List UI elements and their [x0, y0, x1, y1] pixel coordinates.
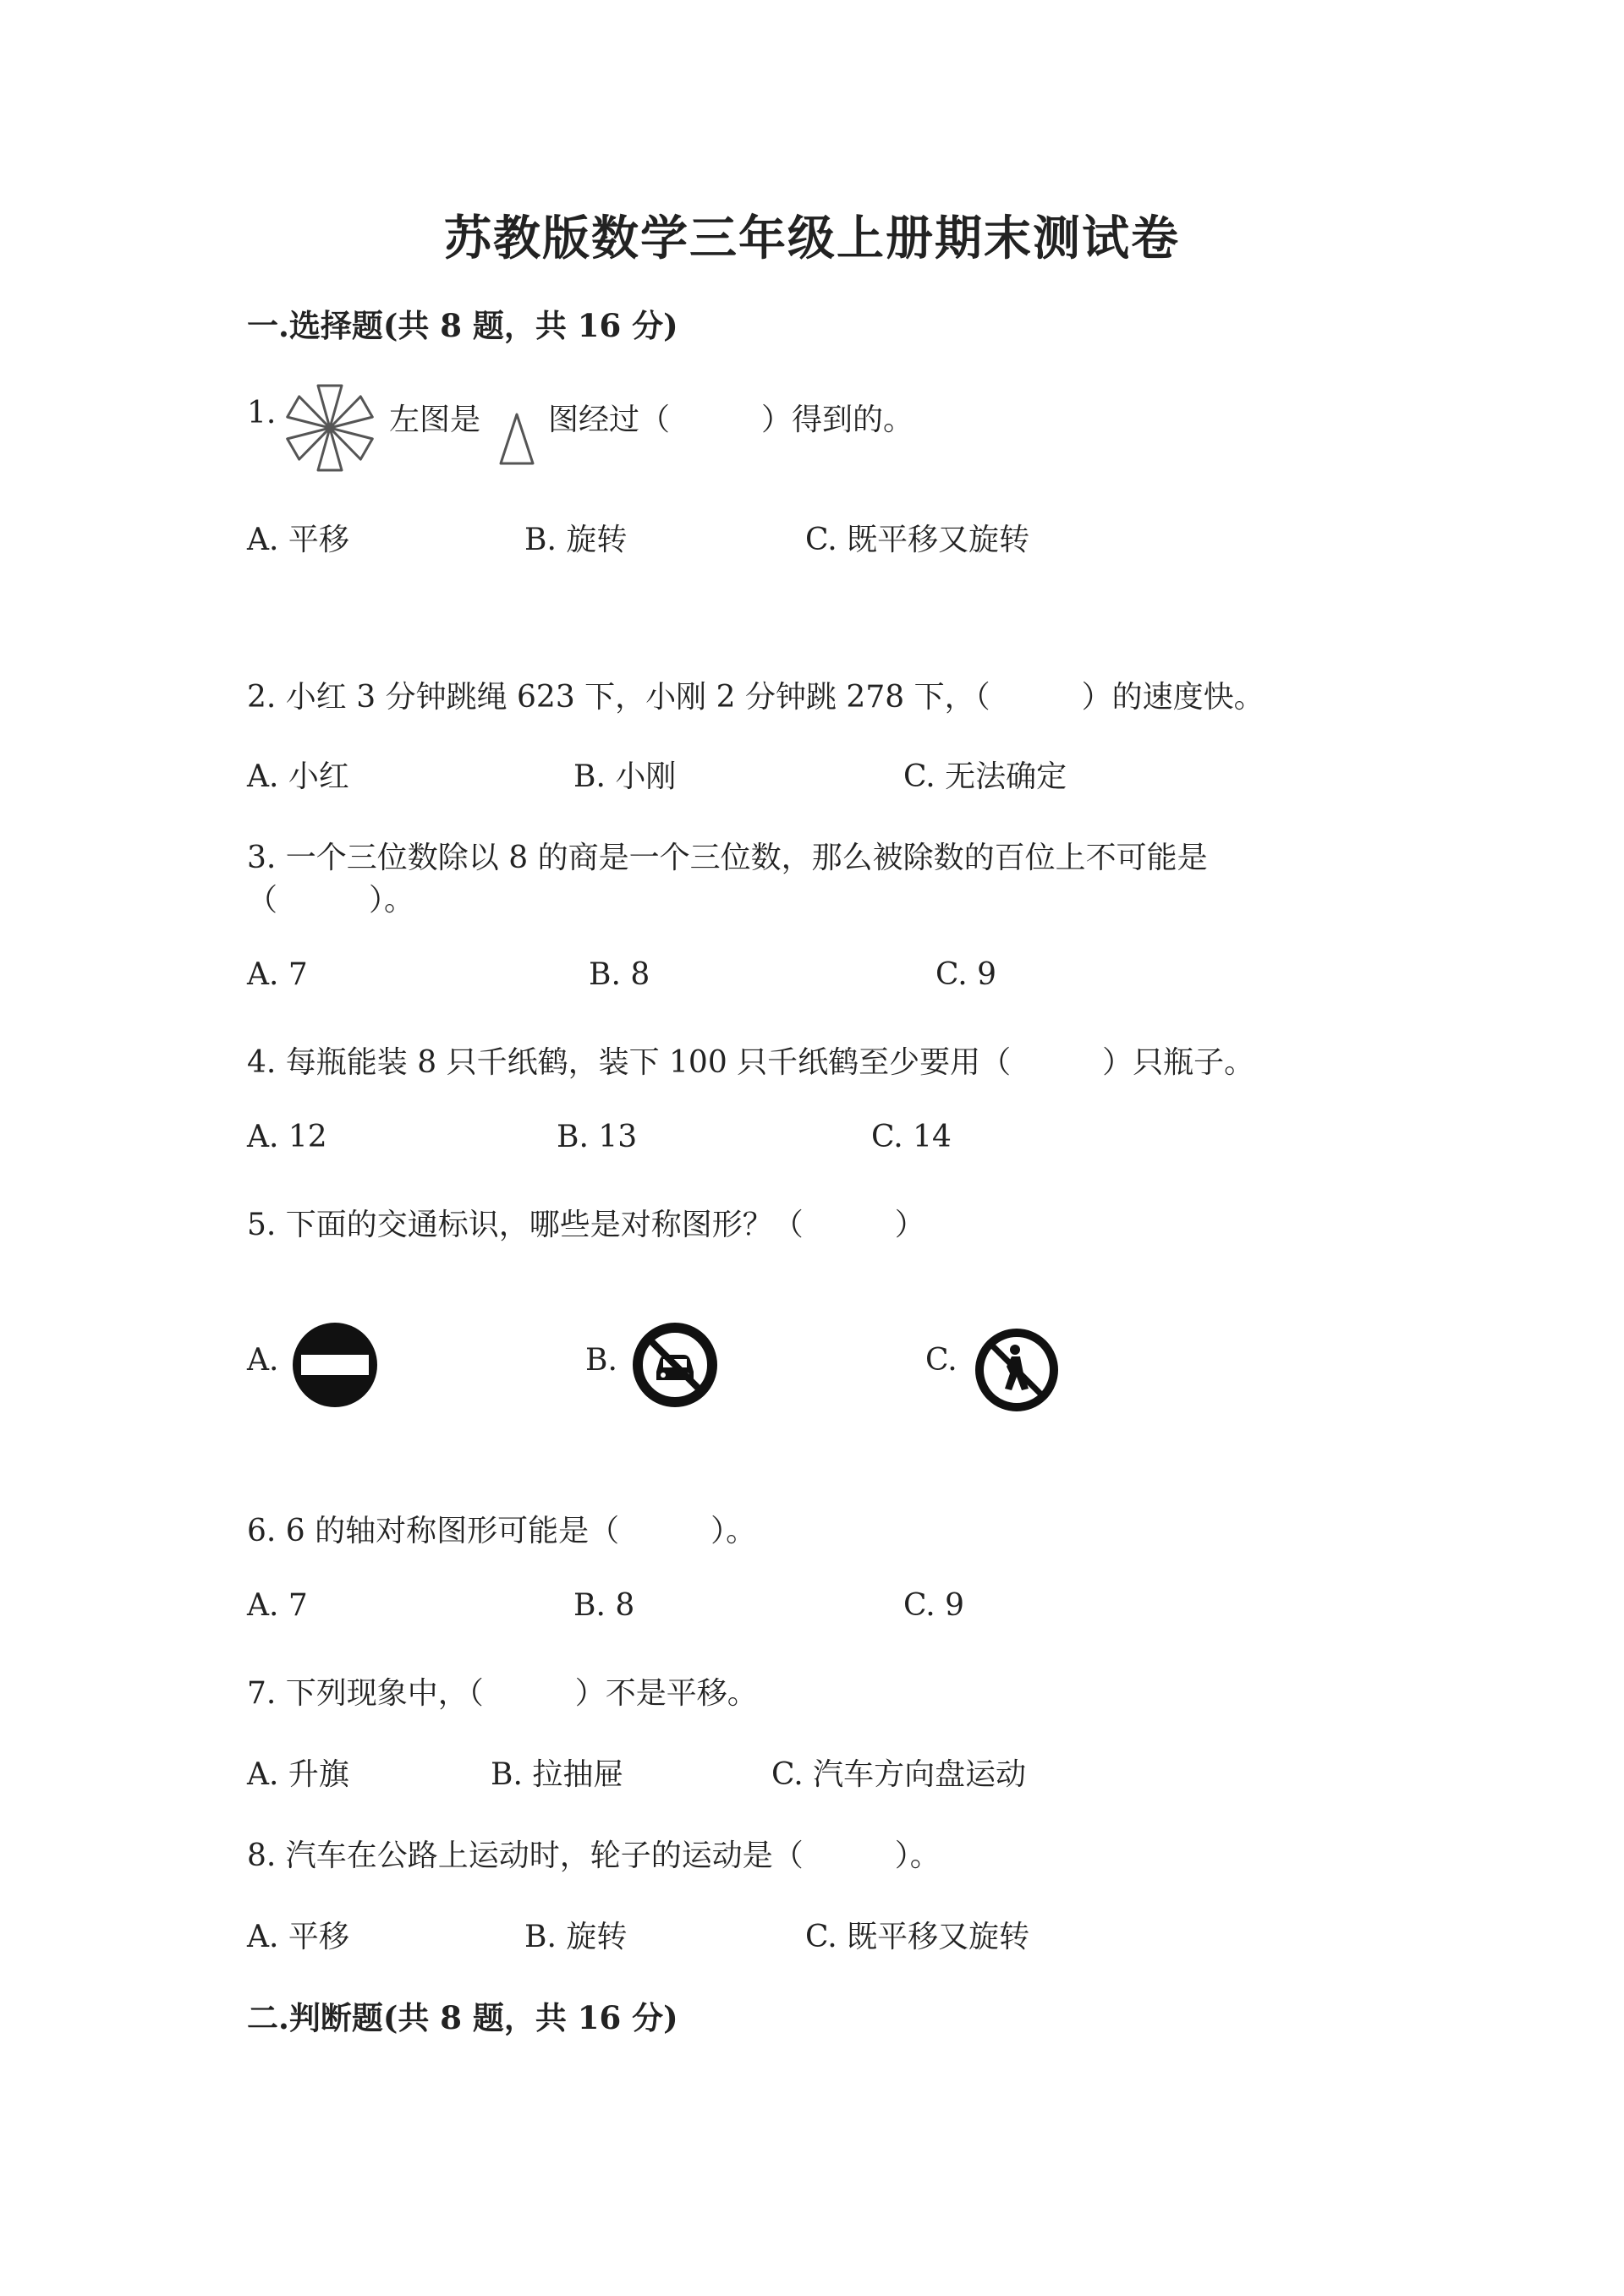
question-4-option-c[interactable]: C. 14	[871, 1120, 952, 1154]
no-entry-sign-icon	[291, 1321, 379, 1409]
triangle-figure-icon	[497, 411, 536, 467]
question-1-option-c[interactable]: C. 既平移又旋转	[805, 523, 1030, 557]
question-1-text-a: 左图是	[389, 403, 481, 437]
question-1-number: 1.	[247, 396, 277, 430]
section-heading-choice: 一.选择题(共 8 题，共 16 分)	[247, 307, 678, 344]
question-2-option-c[interactable]: C. 无法确定	[903, 759, 1067, 794]
question-2-text: 2. 小红 3 分钟跳绳 623 下，小刚 2 分钟跳 278 下，（ ）的速度快。	[247, 680, 1265, 715]
question-4-text: 4. 每瓶能装 8 只千纸鹤，装下 100 只千纸鹤至少要用（ ）只瓶子。	[247, 1045, 1255, 1080]
question-5-option-a[interactable]: A.	[247, 1343, 279, 1378]
question-3-option-b[interactable]: B. 8	[589, 957, 650, 992]
page-title: 苏教版数学三年级上册期末测试卷	[444, 211, 1180, 266]
question-3-option-c[interactable]: C. 9	[935, 957, 997, 992]
question-3-text-line2: （ ）。	[247, 883, 415, 918]
question-4-option-b[interactable]: B. 13	[557, 1120, 638, 1154]
question-5-text: 5. 下面的交通标识，哪些是对称图形？（ ）	[247, 1208, 925, 1242]
question-5-option-b[interactable]: B.	[585, 1343, 617, 1378]
question-6-text: 6. 6 的轴对称图形可能是（ ）。	[247, 1514, 757, 1548]
question-6-option-a[interactable]: A. 7	[247, 1588, 308, 1623]
section-heading-judgment: 二.判断题(共 8 题，共 16 分)	[247, 1999, 678, 2036]
question-6-option-c[interactable]: C. 9	[903, 1588, 965, 1623]
question-1-option-b[interactable]: B. 旋转	[524, 523, 628, 557]
question-1-option-a[interactable]: A. 平移	[247, 523, 349, 557]
question-7-option-a[interactable]: A. 升旗	[247, 1757, 349, 1792]
question-3-text-line1: 3. 一个三位数除以 8 的商是一个三位数，那么被除数的百位上不可能是	[247, 841, 1208, 875]
question-5-option-c[interactable]: C.	[925, 1343, 957, 1378]
question-6-option-b[interactable]: B. 8	[573, 1588, 635, 1623]
question-7-option-c[interactable]: C. 汽车方向盘运动	[771, 1757, 1027, 1792]
question-2-option-a[interactable]: A. 小红	[247, 759, 349, 794]
question-8-option-a[interactable]: A. 平移	[247, 1920, 349, 1954]
question-1-text-b: 图经过（ ）得到的。	[548, 403, 914, 437]
question-7-option-b[interactable]: B. 拉抽屉	[491, 1757, 624, 1792]
question-4-option-a[interactable]: A. 12	[247, 1120, 327, 1154]
no-car-sign-icon	[631, 1321, 719, 1409]
question-2-option-b[interactable]: B. 小刚	[573, 759, 677, 794]
question-3-option-a[interactable]: A. 7	[247, 957, 308, 992]
question-8-text: 8. 汽车在公路上运动时，轮子的运动是（ ）。	[247, 1838, 941, 1873]
pinwheel-figure-icon	[286, 379, 374, 477]
no-pedestrian-sign-icon	[973, 1326, 1061, 1414]
question-8-option-b[interactable]: B. 旋转	[524, 1920, 628, 1954]
question-8-option-c[interactable]: C. 既平移又旋转	[805, 1920, 1030, 1954]
question-7-text: 7. 下列现象中，（ ）不是平移。	[247, 1676, 758, 1711]
